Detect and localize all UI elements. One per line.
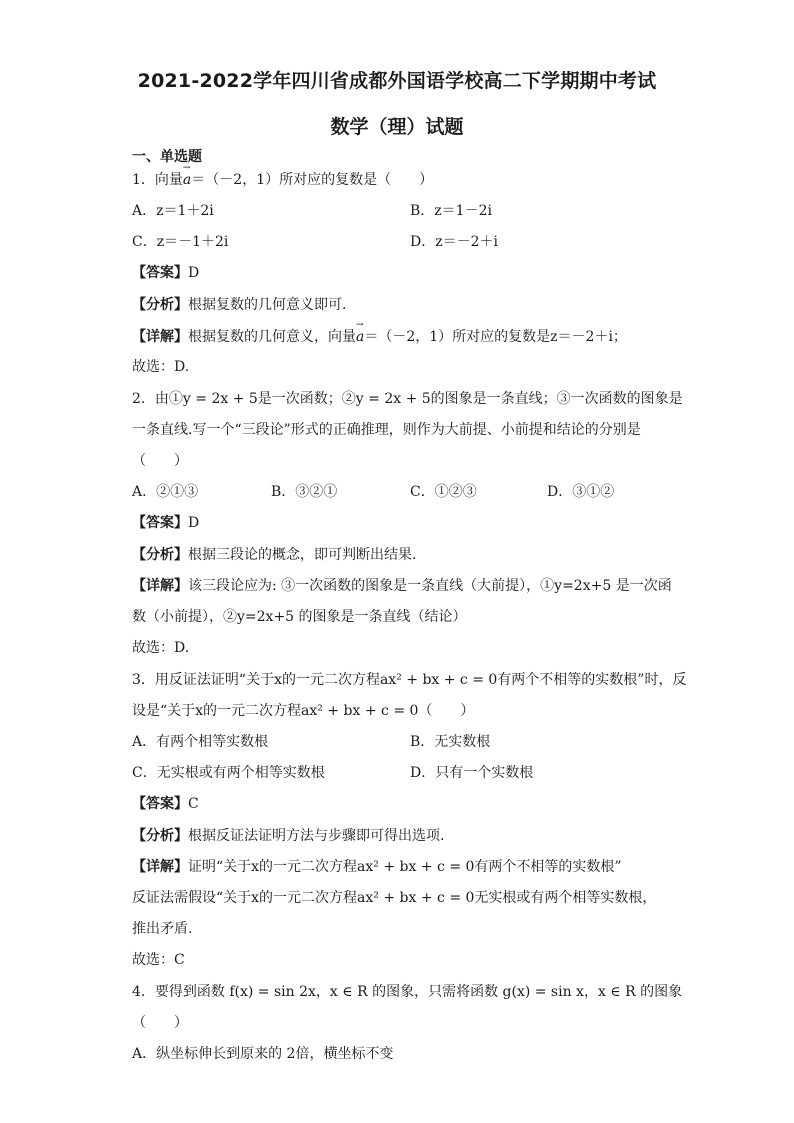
- q2-stem-line1: 2．由①y = 2x + 5是一次函数；②y = 2x + 5的图象是一条直线；③一次函数的图象是: [132, 391, 683, 407]
- q2-option-a: A．②①③: [132, 484, 199, 500]
- q4-option-a: A．纵坐标伸长到原来的 2倍，横坐标不变: [132, 1046, 394, 1062]
- q3-option-c: C．无实根或有两个相等实数根: [132, 765, 325, 781]
- q1-analysis: 【分析】根据复数的几何意义即可.: [132, 297, 347, 313]
- q3-analysis: 【分析】根据反证法证明方法与步骤即可得出选项.: [132, 828, 445, 844]
- page-subtitle: 数学（理）试题: [330, 116, 464, 138]
- q3-detail-line1: 【详解】证明“关于x的一元二次方程ax² + bx + c = 0有两个不相等的实数根”: [132, 859, 622, 875]
- section-heading: 一、单选题: [132, 149, 202, 165]
- q2-stem-line3: （ ）: [132, 453, 188, 469]
- q3-conclusion: 故选：C: [132, 952, 185, 968]
- q3-option-d: D．只有一个实数根: [410, 765, 534, 781]
- q4-stem-line1: 4．要得到函数 f(x) = sin 2x，x ∈ R 的图象，只需将函数 g(x) = sin x，x ∈ R 的图象: [132, 984, 683, 1000]
- q3-option-a: A．有两个相等实数根: [132, 734, 269, 750]
- q4-stem-line2: （ ）: [132, 1015, 188, 1031]
- q2-stem-line2: 一条直线.写一个“三段论”形式的正确推理，则作为大前提、小前提和结论的分别是: [132, 422, 641, 438]
- q1-option-d: D．z＝－2＋i: [410, 234, 498, 250]
- q3-answer: 【答案】C: [132, 796, 199, 812]
- q3-stem-line1: 3．用反证法证明“关于x的一元二次方程ax² + bx + c = 0有两个不相等的实数根”时，反: [132, 672, 687, 688]
- q2-conclusion: 故选：D.: [132, 640, 190, 656]
- q3-stem-line2: 设是“关于x的一元二次方程ax² + bx + c = 0（ ）: [132, 703, 475, 719]
- q2-option-b: B．③②①: [271, 484, 338, 500]
- q3-detail-line3: 推出矛盾.: [132, 921, 193, 937]
- q2-answer: 【答案】D: [132, 515, 200, 531]
- q2-option-c: C．①②③: [410, 484, 477, 500]
- q3-option-b: B．无实数根: [410, 734, 491, 750]
- q3-detail-line2: 反证法需假设“关于x的一元二次方程ax² + bx + c = 0无实根或有两个相等实数根，: [132, 890, 657, 906]
- q1-answer: 【答案】D: [132, 265, 200, 281]
- vector-a: → a: [183, 170, 191, 190]
- q1-detail: 【详解】根据复数的几何意义，向量→ a＝（－2，1）所对应的复数是z＝－2＋i；: [132, 327, 627, 347]
- page-title: 2021-2022学年四川省成都外国语学校高二下学期期中考试: [137, 70, 657, 92]
- q1-option-a: A．z＝1＋2i: [132, 203, 214, 219]
- q1-option-b: B．z＝1－2i: [410, 203, 492, 219]
- q2-analysis: 【分析】根据三段论的概念，即可判断出结果.: [132, 547, 417, 563]
- q2-option-d: D．③①②: [547, 484, 615, 500]
- vector-a: → a: [356, 327, 364, 347]
- q1-option-c: C．z＝－1＋2i: [132, 234, 229, 250]
- q1-conclusion: 故选：D.: [132, 359, 190, 375]
- q1-stem: 1．向量→ a＝（－2，1）所对应的复数是（ ）: [132, 170, 433, 190]
- q2-detail-line2: 数（小前提），②y=2x+5 的图象是一条直线（结论）: [132, 609, 467, 625]
- q2-detail-line1: 【详解】该三段论应为: ③一次函数的图象是一条直线（大前提），①y=2x+5 是一次函: [132, 578, 672, 594]
